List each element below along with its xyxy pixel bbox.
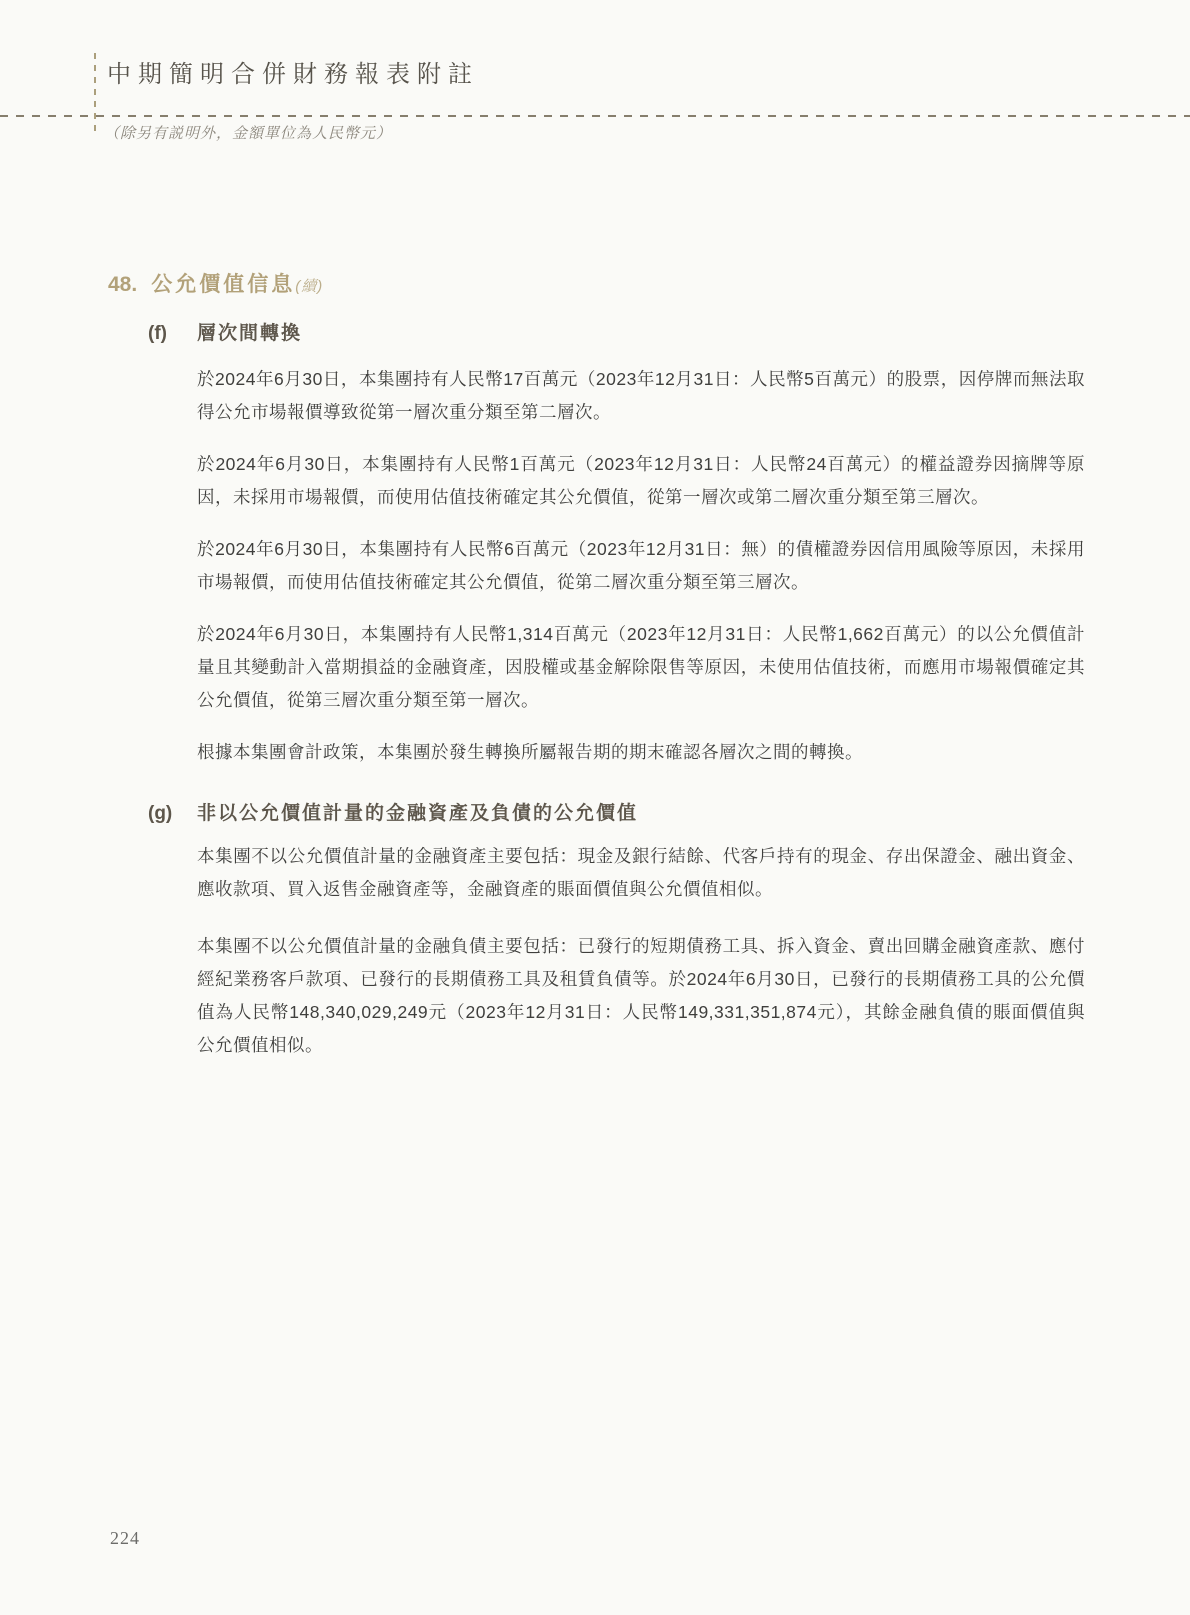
section-title: 公允價值信息 — [151, 273, 296, 296]
section-continued-marker: (續) — [295, 278, 324, 295]
subsection-g-label: (g) — [148, 803, 173, 824]
subsection-f-paragraphs — [197, 363, 1085, 769]
document-title: 中期簡明合併財務報表附註 — [107, 62, 479, 88]
paragraph: 於2024年6月30日，本集團持有人民幣1,314百萬元（2023年12月31日：人民幣1,662百萬元）的以公允價值計量且其變動計入當期損益的金融資產，因股權或基金解除限售等原因，未使用估值技術，而應用市場報價確定其公允價值，從第三層次重分類至第一層次。 — [197, 624, 1085, 710]
subsection-g-heading — [148, 798, 1190, 825]
subsection-g-title: 非以公允價值計量的金融資產及負債的公允價值 — [197, 803, 639, 824]
paragraph: 根據本集團會計政策，本集團於發生轉換所屬報告期的期末確認各層次之間的轉換。 — [197, 742, 863, 762]
paragraph: 於2024年6月30日，本集團持有人民幣17百萬元（2023年12月31日：人民幣5百萬元）的股票，因停牌而無法取得公允市場報價導致從第一層次重分類至第二層次。 — [197, 369, 1085, 422]
currency-unit-note: （除另有説明外，金額單位為人民幣元） — [104, 126, 393, 142]
subsection-f-title: 層次間轉換 — [197, 323, 303, 344]
page-number: 224 — [110, 1528, 140, 1548]
header-vertical-dashed-rule — [94, 53, 96, 137]
subsection-f-heading — [148, 318, 1190, 345]
note-content — [0, 268, 1190, 1086]
section-number: 48. — [108, 273, 138, 296]
paragraph: 本集團不以公允價值計量的金融負債主要包括：已發行的短期債務工具、拆入資金、賣出回購金融資產款、應付經紀業務客戶款項、已發行的長期債務工具及租賃負債等。於2024年6月30日，已發行的長期債務工具的公允價值為人民幣148,340,029,249元（2023年12月31日：人民幣149,331,351,874元），其餘金融負債的賬面價值與公允價值相似。 — [197, 936, 1085, 1055]
subsection-g-paragraphs — [197, 840, 1085, 1062]
section-heading — [108, 268, 1190, 298]
subsection-f-label: (f) — [148, 323, 167, 344]
paragraph: 於2024年6月30日，本集團持有人民幣6百萬元（2023年12月31日：無）的債權證券因信用風險等原因，未採用市場報價，而使用估值技術確定其公允價值，從第二層次重分類至第三層次。 — [197, 539, 1085, 592]
paragraph: 於2024年6月30日，本集團持有人民幣1百萬元（2023年12月31日：人民幣24百萬元）的權益證券因摘牌等原因，未採用市場報價，而使用估值技術確定其公允價值，從第一層次或第二層次重分類至第三層次。 — [197, 454, 1085, 507]
paragraph: 本集團不以公允價值計量的金融資產主要包括：現金及銀行結餘、代客戶持有的現金、存出保證金、融出資金、應收款項、買入返售金融資產等，金融資產的賬面價值與公允價值相似。 — [197, 846, 1085, 899]
header-horizontal-dashed-rule — [0, 115, 1190, 117]
